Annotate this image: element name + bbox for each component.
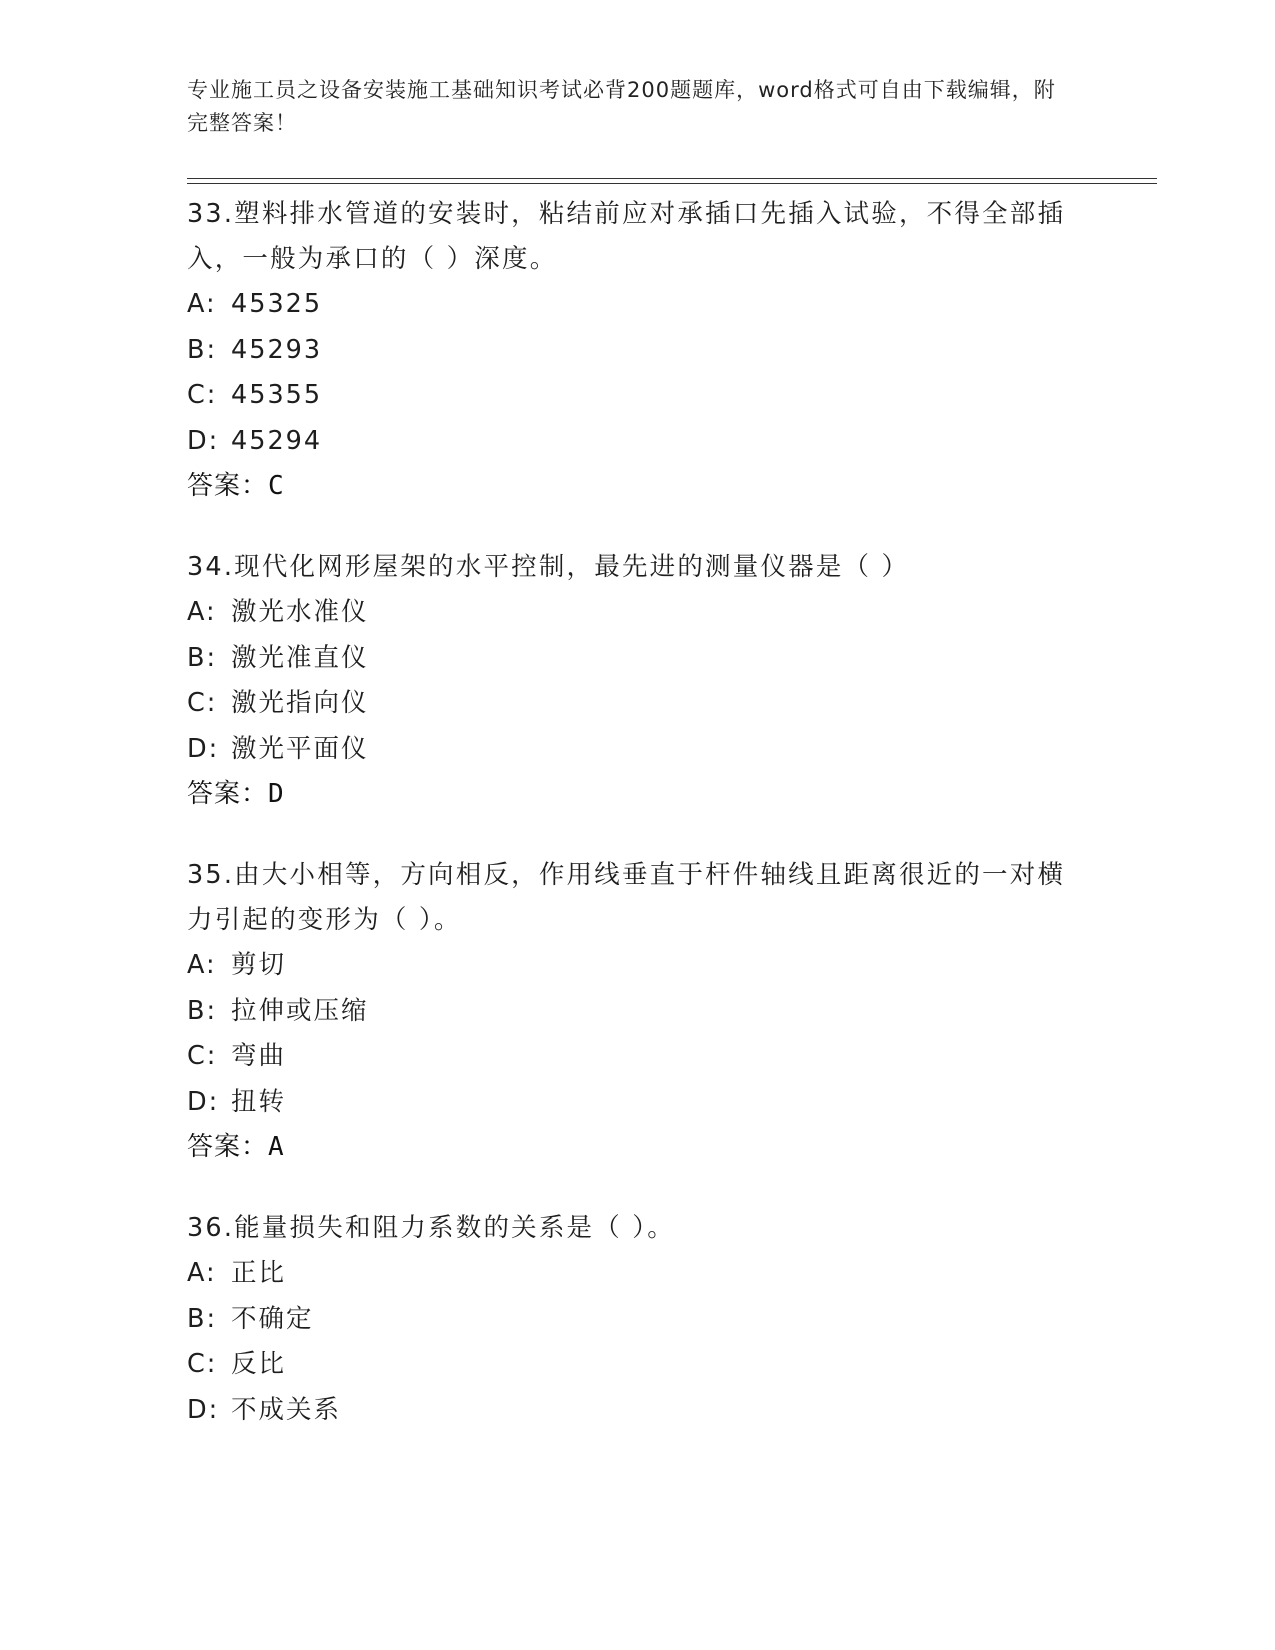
option-text: 不成关系 (231, 1394, 342, 1425)
option-text: 45325 (231, 289, 323, 319)
question-35 (187, 853, 1087, 1170)
option-text: 激光水准仪 (231, 597, 369, 627)
option-c (187, 681, 1087, 727)
answer-line (187, 464, 1087, 509)
option-text: 剪切 (231, 950, 287, 980)
question-33 (187, 192, 1087, 509)
option-letter: C: (187, 1349, 218, 1379)
option-letter: A: (187, 950, 217, 980)
question-36 (187, 1206, 1087, 1433)
answer-value: A (268, 1132, 285, 1162)
option-d (187, 1388, 1087, 1434)
option-c (187, 1342, 1087, 1388)
option-text: 45355 (231, 380, 323, 410)
option-letter: B: (187, 995, 218, 1026)
option-letter: B: (187, 1303, 218, 1334)
answer-label: 答案： (187, 471, 269, 501)
header-title: 专业施工员之设备安装施工基础知识考试必背200题题库，word格式可自由下载编辑，附完整答案！ (187, 78, 1056, 135)
answer-label: 答案： (187, 1132, 269, 1162)
header-divider-top (187, 178, 1157, 179)
option-d (187, 727, 1087, 773)
option-letter: A: (187, 289, 217, 319)
option-letter: D: (187, 1394, 220, 1425)
option-letter: D: (187, 425, 220, 456)
answer-line (187, 772, 1087, 817)
option-c (187, 373, 1087, 419)
header-divider-bottom (187, 183, 1157, 184)
option-b (187, 989, 1087, 1035)
option-letter: D: (187, 1086, 220, 1117)
question-stem: 33.塑料排水管道的安装时，粘结前应对承插口先插入试验，不得全部插入，一般为承口的（ ）深度。 (187, 199, 1066, 274)
question-stem: 35.由大小相等，方向相反，作用线垂直于杆件轴线且距离很近的一对横力引起的变形为（ ）。 (187, 860, 1066, 935)
option-text: 反比 (231, 1349, 287, 1379)
option-a (187, 1251, 1087, 1297)
answer-label: 答案： (187, 779, 269, 809)
option-letter: A: (187, 597, 217, 627)
option-letter: C: (187, 1041, 218, 1071)
option-a (187, 282, 1087, 328)
option-text: 弯曲 (231, 1041, 287, 1071)
question-34 (187, 545, 1087, 817)
option-d (187, 1080, 1087, 1126)
option-b (187, 636, 1087, 682)
option-letter: B: (187, 334, 218, 365)
option-letter: C: (187, 380, 218, 410)
option-text: 激光指向仪 (231, 688, 369, 718)
answer-value: C (268, 471, 285, 501)
document-header (187, 74, 1067, 140)
option-text: 拉伸或压缩 (231, 995, 369, 1026)
question-list (187, 192, 1087, 1469)
question-stem: 34.现代化网形屋架的水平控制，最先进的测量仪器是（ ） (187, 552, 910, 582)
answer-line (187, 1125, 1087, 1170)
option-a (187, 943, 1087, 989)
option-text: 45294 (231, 425, 323, 456)
option-text: 扭转 (231, 1086, 287, 1117)
question-stem: 36.能量损失和阻力系数的关系是（ ）。 (187, 1213, 675, 1243)
option-letter: A: (187, 1258, 217, 1288)
option-letter: D: (187, 733, 220, 764)
option-c (187, 1034, 1087, 1080)
option-text: 正比 (231, 1258, 287, 1288)
option-letter: C: (187, 688, 218, 718)
option-b (187, 328, 1087, 374)
option-text: 不确定 (231, 1303, 314, 1334)
option-b (187, 1297, 1087, 1343)
option-text: 激光平面仪 (231, 733, 369, 764)
answer-value: D (268, 779, 285, 809)
option-d (187, 419, 1087, 465)
option-text: 45293 (231, 334, 323, 365)
option-text: 激光准直仪 (231, 642, 369, 673)
option-letter: B: (187, 642, 218, 673)
option-a (187, 590, 1087, 636)
